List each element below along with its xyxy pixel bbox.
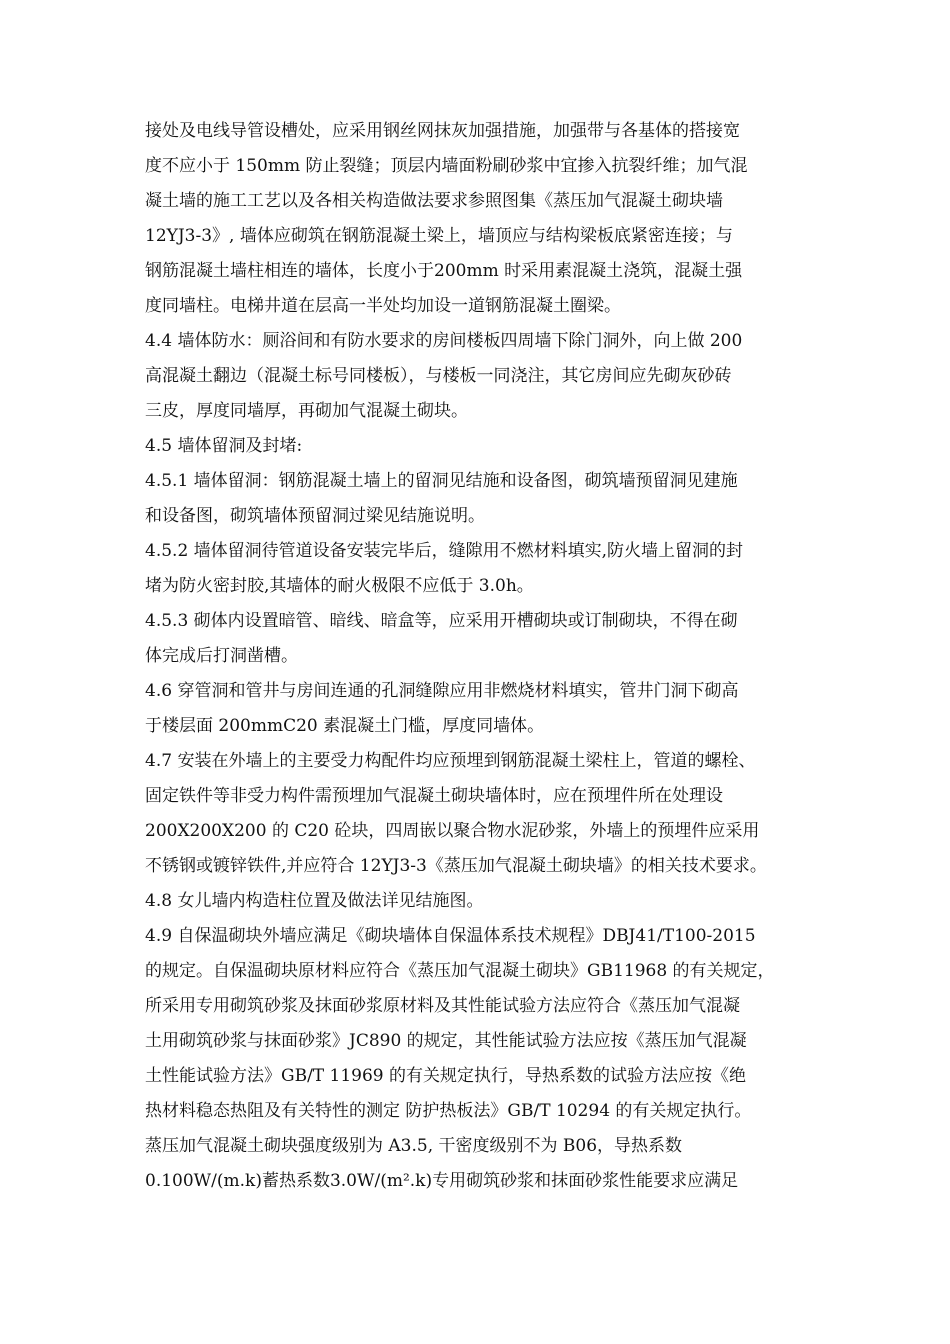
section-4-9-line: 4.9 自保温砌块外墙应满足《砌块墙体自保温体系技术规程》DBJ41/T100-2015 [145,926,756,946]
section-4-6-line: 4.6 穿管洞和管井与房间连通的孔洞缝隙应用非燃烧材料填实，管井门洞下砌高 [145,681,739,701]
text-line: 三皮，厚度同墙厚，再砌加气混凝土砌块。 [145,401,468,421]
text-line: 度同墙柱。电梯井道在层高一半处均加设一道钢筋混凝土圈梁。 [145,296,621,316]
text-line: 12YJ3-3》, 墙体应砌筑在钢筋混凝土梁上，墙顶应与结构梁板底紧密连接；与 [145,226,733,246]
section-4-5-1-line: 4.5.1 墙体留洞：钢筋混凝土墙上的留洞见结施和设备图，砌筑墙预留洞见建施 [145,471,738,491]
text-line: 0.100W/(m.k)蓄热系数3.0W/(m².k)专用砌筑砂浆和抹面砂浆性能要求应满足 [145,1171,739,1191]
section-4-5-heading: 4.5 墙体留洞及封堵: [145,436,303,456]
text-line: 凝土墙的施工工艺以及各相关构造做法要求参照图集《蒸压加气混凝土砌块墙 [145,191,723,211]
text-line: 和设备图，砌筑墙体预留洞过梁见结施说明。 [145,506,485,526]
text-line: 所采用专用砌筑砂浆及抹面砂浆原材料及其性能试验方法应符合《蒸压加气混凝 [145,996,740,1016]
text-line: 热材料稳态热阻及有关特性的测定 防护热板法》GB/T 10294 的有关规定执行。 [145,1101,752,1121]
section-4-8-line: 4.8 女儿墙内构造柱位置及做法详见结施图。 [145,891,484,911]
section-4-7-line: 4.7 安装在外墙上的主要受力构配件均应预埋到钢筋混凝土梁柱上，管道的螺栓、 [145,751,756,771]
text-line: 堵为防火密封胶,其墙体的耐火极限不应低于 3.0h。 [145,576,534,596]
text-line: 不锈钢或镀锌铁件,并应符合 12YJ3-3《蒸压加气混凝土砌块墙》的相关技术要求。 [145,856,767,876]
text-line: 蒸压加气混凝土砌块强度级别为 A3.5, 干密度级别不为 B06，导热系数 [145,1136,683,1156]
text-line: 接处及电线导管设槽处，应采用钢丝网抹灰加强措施，加强带与各基体的搭接宽 [145,121,740,141]
text-line: 于楼层面 200mmC20 素混凝土门槛，厚度同墙体。 [145,716,545,736]
text-line: 高混凝土翻边（混凝土标号同楼板），与楼板一同浇注，其它房间应先砌灰砂砖 [145,366,732,386]
text-line: 土性能试验方法》GB/T 11969 的有关规定执行，导热系数的试验方法应按《绝 [145,1066,747,1086]
section-4-4-line: 4.4 墙体防水：厕浴间和有防水要求的房间楼板四周墙下除门洞外，向上做 200 [145,331,743,351]
text-line: 体完成后打洞凿槽。 [145,646,298,666]
document-body [145,114,825,1199]
text-line: 土用砌筑砂浆与抹面砂浆》JC890 的规定，其性能试验方法应按《蒸压加气混凝 [145,1031,747,1051]
text-line: 200X200X200 的 C20 砼块，四周嵌以聚合物水泥砂浆，外墙上的预埋件应采用 [145,821,760,841]
section-4-5-3-line: 4.5.3 砌体内设置暗管、暗线、暗盒等，应采用开槽砌块或订制砌块，不得在砌 [145,611,738,631]
section-4-5-2-line: 4.5.2 墙体留洞待管道设备安装完毕后，缝隙用不燃材料填实,防火墙上留洞的封 [145,541,744,561]
text-line: 钢筋混凝土墙柱相连的墙体，长度小于200mm 时采用素混凝土浇筑，混凝土强 [145,261,743,281]
text-line: 固定铁件等非受力构件需预埋加气混凝土砌块墙体时，应在预埋件所在处理设 [145,786,723,806]
text-line: 度不应小于 150mm 防止裂缝；顶层内墙面粉刷砂浆中宜掺入抗裂纤维；加气混 [145,156,748,176]
text-line: 的规定。自保温砌块原材料应符合《蒸压加气混凝土砌块》GB11968 的有关规定， [145,961,775,981]
